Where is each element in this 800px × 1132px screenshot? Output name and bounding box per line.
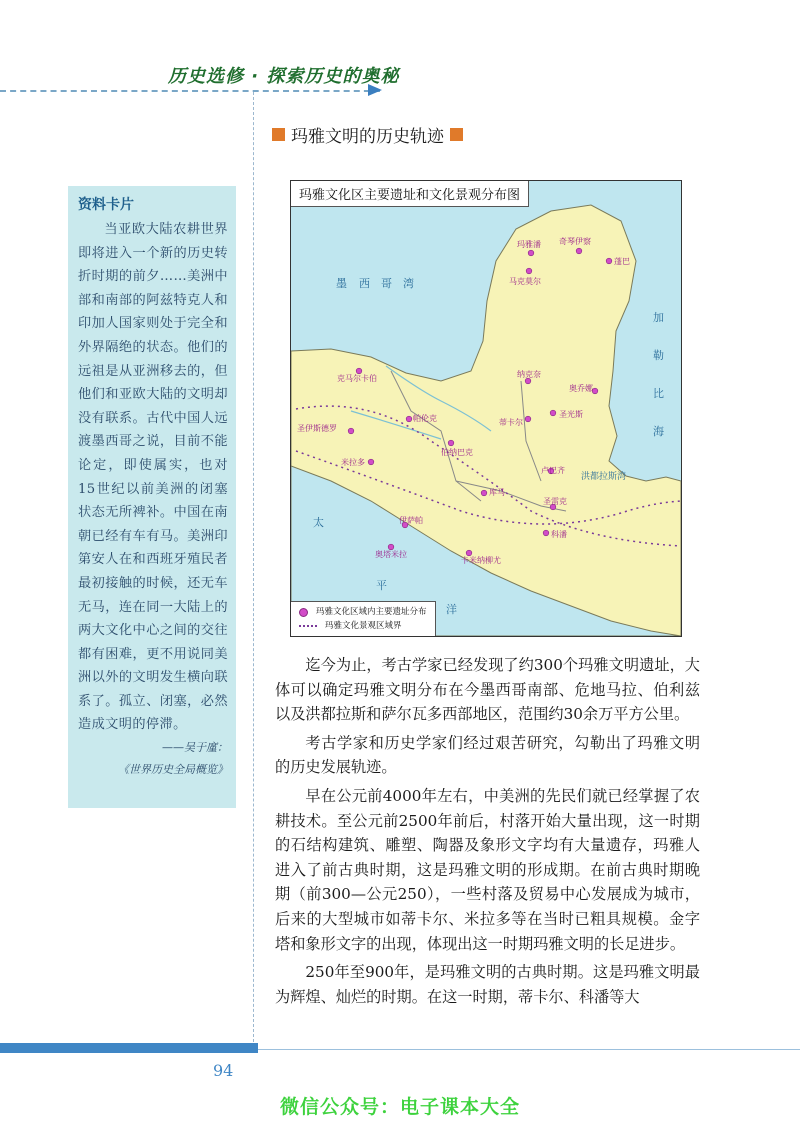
site-dot — [525, 416, 531, 422]
site-label: 帕伦克 — [413, 414, 437, 423]
footer-bar — [0, 1043, 258, 1053]
header-arrow-icon — [368, 84, 382, 96]
site-dot — [606, 258, 612, 264]
site-dot — [528, 250, 534, 256]
paragraph: 250年至900年，是玛雅文明的古典时期。这是玛雅文明最为辉煌、灿烂的时期。在这一时期，蒂卡尔、科潘等大 — [275, 963, 700, 1006]
card-title: 资料卡片 — [78, 197, 134, 213]
sea-label: 西 — [359, 277, 370, 290]
site-label: 蓬巴 — [614, 257, 630, 266]
legend-row — [299, 619, 427, 633]
sea-label: 湾 — [403, 277, 414, 290]
card-body: 当亚欧大陆农耕世界即将进入一个新的历史转折时期的前夕……美洲中部和南部的阿兹特克人和印加人国家则处于完全和外界隔绝的状态。他们的远祖是从亚洲移去的，但他们和亚欧大陆的文明却没有联系。古代中国人远渡墨西哥之说，目前不能论定，即使属实，也对15世纪以前美洲的闭塞状态无所裨补。中国在南朝已经有车有马。美洲印第安人在和西班牙殖民者最初接触的时候，还无车无马，连在同一大陆上的两大文化中心之间的交往都有困难，更不用说同美洲以外的文明发生横向联系了。孤立、闭塞，必然造成文明的停滞。 — [78, 222, 228, 733]
site-dot — [592, 388, 598, 394]
section-heading — [272, 122, 463, 147]
map-legend — [291, 601, 436, 636]
sea-label: 勒 — [653, 349, 664, 362]
paragraph: 考古学家和历史学家们经过艰苦研究，勾勒出了玛雅文明的历史发展轨迹。 — [275, 733, 700, 777]
site-dot — [526, 268, 532, 274]
map-graphic — [291, 181, 681, 636]
site-dot — [525, 378, 531, 384]
sea-label: 比 — [653, 387, 664, 400]
site-label: 圣伊斯德罗 — [297, 424, 337, 433]
site-label: 伯纳巴克 — [441, 448, 473, 457]
dotted-line-icon — [299, 625, 317, 627]
site-label: 库马 — [489, 488, 505, 497]
legend-row — [299, 605, 427, 619]
header-title: 历史选修 · 探索历史的奥秘 — [168, 66, 400, 87]
sea-label: 平 — [376, 579, 387, 592]
maya-map — [290, 180, 682, 637]
site-label: 卡米纳柳尤 — [461, 556, 501, 565]
watermark: 微信公众号：电子课本大全 — [279, 1096, 520, 1118]
paragraph: 迄今为止，考古学家已经发现了约300个玛雅文明遗址，大体可以确定玛雅文明分布在今墨西哥南部、危地马拉、伯利兹以及洪都拉斯和萨尔瓦多西部地区，范围约30余万平方公里。 — [275, 656, 700, 724]
site-dot — [368, 459, 374, 465]
sea-label: 墨 — [336, 277, 347, 290]
legend-label: 玛雅文化景观区域界 — [325, 621, 402, 631]
footer-rule — [258, 1049, 800, 1050]
site-label: 克马尔卡伯 — [337, 374, 377, 383]
site-label: 纳克奈 — [517, 370, 541, 379]
site-label: 蒂卡尔 — [499, 418, 523, 427]
sea-label: 洪都拉斯湾 — [581, 472, 627, 482]
paragraph: 早在公元前4000年左右，中美洲的先民们就已经掌握了农耕技术。至公元前2500年前后，村落开始大量出现，这一时期的石结构建筑、雕塑、陶器及象形文字均有大量遗存，玛雅人进入了前古典时期，这是玛雅文明的形成期。在前古典时期晚期（前300—公元250），一些村落及贸易中心发展成为城市，后来的大型城市如蒂卡尔、米拉多等在当时已粗具规模。金字塔和象形文字的出现，体现出这一时期玛雅文明的长足进步。 — [275, 786, 700, 953]
site-label: 玛雅潘 — [517, 240, 541, 249]
site-dot — [406, 416, 412, 422]
sea-label: 哥 — [381, 277, 392, 290]
site-label: 圣雷克 — [543, 497, 567, 506]
site-dot — [543, 530, 549, 536]
sea-label: 海 — [653, 425, 664, 438]
site-dot — [481, 490, 487, 496]
site-dot — [388, 544, 394, 550]
page-number: 94 — [213, 1061, 234, 1080]
site-label: 卢巴齐 — [541, 466, 565, 475]
site-dot — [448, 440, 454, 446]
site-label: 米拉多 — [341, 458, 365, 467]
site-label: 奇琴伊察 — [559, 237, 591, 246]
square-bullet-icon — [272, 128, 285, 141]
site-dot — [348, 428, 354, 434]
header-rule — [0, 90, 380, 92]
site-label: 圣光斯 — [559, 410, 583, 419]
site-dot — [466, 550, 472, 556]
site-label: 伊萨帕 — [399, 516, 423, 525]
site-label: 马克莫尔 — [509, 277, 541, 286]
map-title: 玛雅文化区主要遗址和文化景观分布图 — [291, 181, 529, 207]
body-text — [275, 653, 700, 1009]
site-dot-icon — [299, 608, 308, 617]
column-divider — [253, 92, 254, 1042]
section-heading-text: 玛雅文明的历史轨迹 — [291, 127, 444, 147]
site-label: 奥乔娜 — [569, 384, 593, 393]
site-dot — [576, 248, 582, 254]
info-card — [68, 186, 236, 808]
site-label: 科潘 — [551, 530, 567, 539]
legend-label: 玛雅文化区域内主要遗址分布 — [316, 607, 427, 617]
sea-label: 太 — [313, 516, 324, 529]
square-bullet-icon — [450, 128, 463, 141]
card-book: 《世界历史全局概览》 — [118, 763, 228, 777]
site-dot — [356, 368, 362, 374]
site-label: 奥塔米拉 — [375, 550, 407, 559]
sea-label: 洋 — [446, 603, 457, 616]
card-author: ——吴于廑： — [162, 741, 228, 755]
site-dot — [550, 410, 556, 416]
sea-label: 加 — [653, 311, 664, 324]
